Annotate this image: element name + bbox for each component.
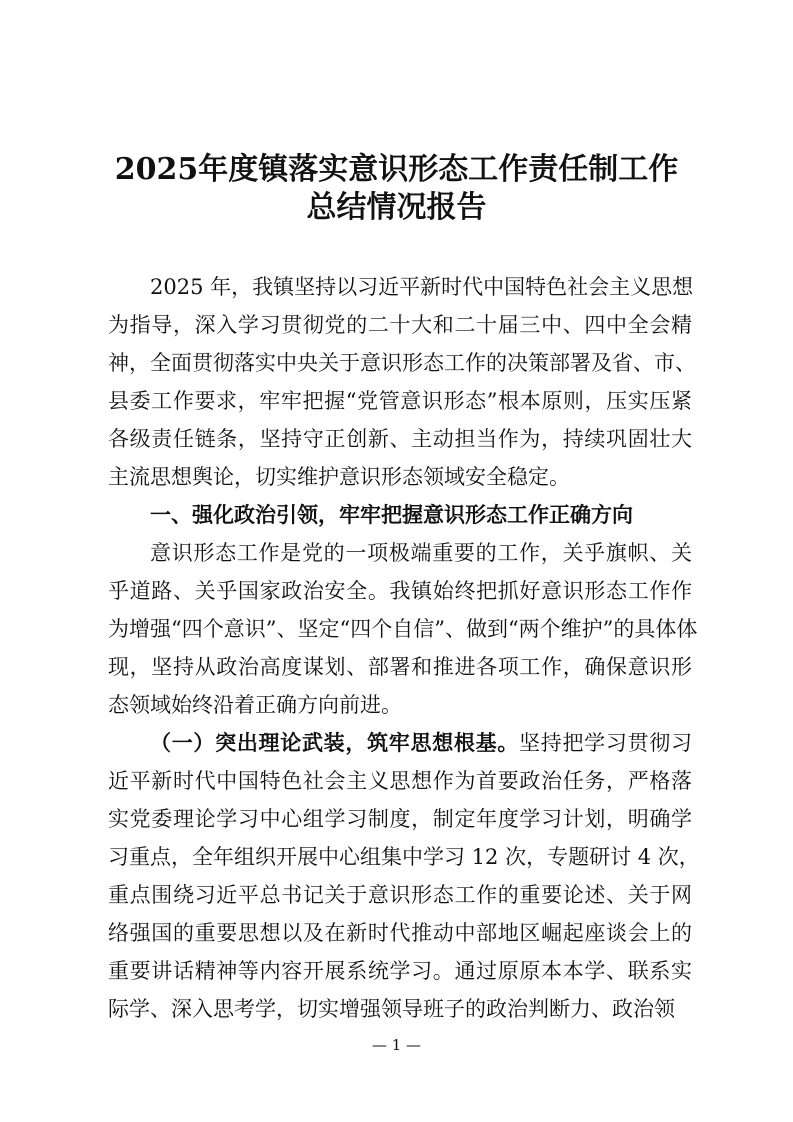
paragraph: [108, 534, 698, 724]
text-line: 各级责任链条，坚持守正创新、主动担当作为，持续巩固壮大: [108, 427, 692, 451]
text-line: 际学、深入思考学，切实增强领导班子的政治判断力、政治领: [108, 997, 675, 1021]
document-title-line-2: 总结情况报告: [306, 190, 487, 225]
bold-lead-in: （一）突出理论武装，筑牢思想根基。: [150, 730, 520, 755]
text-line: 2025 年，我镇坚持以习近平新时代中国特色社会主义思想: [150, 275, 694, 299]
text-line: 近平新时代中国特色社会主义思想作为首要政治任务，严格落: [108, 769, 692, 793]
text-line: 县委工作要求，牢牢把握“党管意识形态”根本原则，压实压紧: [108, 389, 692, 413]
text-line: 习重点，全年组织开展中心组集中学习 12 次，专题研讨 4 次，: [108, 845, 700, 869]
text-line: 意识形态工作是党的一项极端重要的工作，关乎旗帜、关: [150, 541, 692, 565]
text-line: 主流思想舆论，切实维护意识形态领域安全稳定。: [108, 465, 570, 489]
line-text: 坚持把学习贯彻习: [519, 731, 693, 755]
document-body: [108, 268, 700, 1028]
text-line: 重要讲话精神等内容开展系统学习。通过原原本本学、联系实: [108, 959, 692, 983]
text-line: 态领域始终沿着正确方向前进。: [108, 693, 402, 717]
document-title-line-1: 2025年度镇落实意识形态工作责任制工作: [114, 152, 679, 187]
text-line: 神，全面贯彻落实中央关于意识形态工作的决策部署及省、市、: [108, 351, 696, 375]
text-line: 乎道路、关乎国家政治安全。我镇始终把抓好意识形态工作作: [108, 579, 692, 603]
text-line: [108, 724, 692, 762]
text-line: 一、强化政治引领，牢牢把握意识形态工作正确方向: [150, 502, 633, 527]
text-line: 现，坚持从政治高度谋划、部署和推进各项工作，确保意识形: [108, 655, 692, 679]
text-line: 络强国的重要思想以及在新时代推动中部地区崛起座谈会上的: [108, 921, 692, 945]
page-number: — 1 —: [371, 1036, 422, 1054]
text-line: 为指导，深入学习贯彻党的二十大和二十届三中、四中全会精: [108, 313, 692, 337]
text-line: 实党委理论学习中心组学习制度，制定年度学习计划，明确学: [108, 807, 692, 831]
paragraph: [108, 268, 696, 496]
text-line: 为增强“四个意识”、坚定“四个自信”、做到“两个维护”的具体体: [108, 617, 698, 641]
section-heading: [108, 496, 692, 534]
paragraph: [108, 724, 700, 1028]
text-line: 重点围绕习近平总书记关于意识形态工作的重要论述、关于网: [108, 883, 692, 907]
